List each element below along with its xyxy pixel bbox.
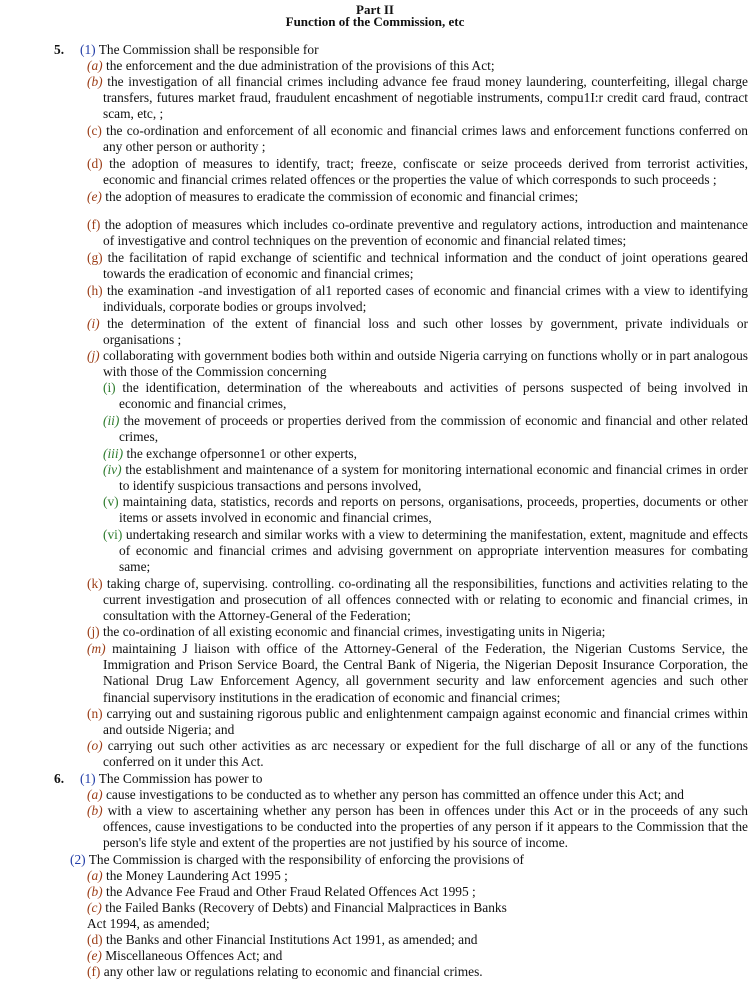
act-c: (c) the Failed Banks (Recovery of Debts) and Financial Malpractices in Banks [87,900,507,915]
item-n: (n) carrying out and sustaining rigorous public and enlightenment campaign against economic and financial crimes within and outside Nigeria; and [87,706,748,738]
item-e: (e) the adoption of measures to eradicate the commission of economic and financial crimes; [87,189,579,204]
item-a: (a) the enforcement and the due administration of the provisions of this Act; [87,58,495,73]
act-b: (b) the Advance Fee Fraud and Other Fraud Related Offences Act 1995 ; [87,884,476,899]
item-b: (b) the investigation of all financial crimes including advance fee fraud money laundering, counterfeiting, illegal charge transfers, futures market fraud, fraudulent encashment of negotiable instruments, compu1I:r credit card fraud, contract scam, etc, ; [87,74,748,122]
item-d: (d) the adoption of measures to identify, tract; freeze, confiscate or seize proceeds derived from terrorist activities, economic and financial crimes related offences or the properties the value of which corresponds to such proceeds ; [87,156,748,188]
subsection-text: The Commission shall be responsible for [98,42,319,57]
act-f: (f) any other law or regulations relating to economic and financial crimes. [87,964,483,979]
section-6-subsection-1: (1) The Commission has power to [80,771,263,786]
item-o: (o) carrying out such other activities as arc necessary or expedient for the full discharge of all or any of the functions conferred on it under this Act. [87,738,748,770]
act-c-continued: Act 1994, as amended; [87,916,210,931]
item-c: (c) the co-ordination and enforcement of all economic and financial crimes laws and enforcement functions conferred on any other person or authority ; [87,123,748,155]
item-l: (j) the co-ordination of all existing economic and financial crimes, investigating units in Nigeria; [87,624,606,639]
subitem-i: (i) the identification, determination of the whereabouts and activities of persons suspected of being involved in economic and financial crimes, [103,380,748,412]
act-d: (d) the Banks and other Financial Institutions Act 1991, as amended; and [87,932,478,947]
subitem-iv: (iv) the establishment and maintenance of a system for monitoring international economic and financial crimes in order to identify suspicious transactions and persons involved, [103,462,748,494]
item-h: (h) the examination -and investigation of al1 reported cases of economic and financial crimes with a view to identifying individuals, corporate bodies or groups involved; [87,283,748,315]
section-5-number: 5. [54,42,65,57]
subitem-v: (v) maintaining data, statistics, records and reports on persons, organisations, proceeds, properties, documents or other items or assets involved in economic and financial crimes, [103,494,748,526]
part-heading: Part II [356,2,394,17]
item-f: (f) the adoption of measures which includes co-ordinate preventive and regulatory actions, introduction and maintenance of investigative and control techniques on the prevention of economic and financial related times; [87,217,748,249]
section-6-number: 6. [54,771,65,786]
s6-item-a: (a) cause investigations to be conducted as to whether any person has committed an offence under this Act; and [87,787,684,802]
item-m: (m) maintaining J liaison with office of the Attorney-General of the Federation, the Nigerian Customs Service, the Immigration and Prison Service Board, the Central Bank of Nigeria, the Nigerian Deposit Insurance Corporation, the National Drug Law Enforcement Agency, all government security and law enforcement agencies and such other financial supervisory institutions in the eradication of economic and financial crimes; [87,641,748,705]
act-e: (e) Miscellaneous Offences Act; and [87,948,283,963]
section-6-subsection-2: (2) The Commission is charged with the responsibility of enforcing the provisions of [70,852,524,867]
item-g: (g) the facilitation of rapid exchange of scientific and technical information and the conduct of joint operations geared towards the eradication of economic and financial crimes; [87,250,748,282]
act-a: (a) the Money Laundering Act 1995 ; [87,868,288,883]
s6-item-b: (b) with a view to ascertaining whether any person has been in offences under this Act or in the proceeds of any such offences, cause investigations to be conducted into the properties of any person if it appears to the Commission that the person's life style and extent of the properties are not justified by his source of income. [87,803,748,851]
part-title: Function of the Commission, etc [285,14,465,29]
item-j: (j) collaborating with government bodies both within and outside Nigeria carrying on functions wholly or in part analogous with those of the Commission concerning [87,348,748,380]
subitem-ii: (ii) the movement of proceeds or properties derived from the commission of economic and financial and other related crimes, [103,413,748,445]
subsection-label: (1) [80,42,96,57]
item-i: (i) the determination of the extent of financial loss and such other losses by government, private individuals or organisations ; [87,316,748,348]
item-k: (k) taking charge of, supervising. controlling. co-ordinating all the responsibilities, functions and activities relating to the current investigation and prosecution of all offences connected with or relating to economic and financial crimes, in consultation with the Attorney-General of the Federation; [87,576,748,624]
section-5-subsection-1 [80,42,319,58]
subitem-iii: (iii) the exchange ofpersonne1 or other experts, [103,446,357,461]
subitem-vi: (vi) undertaking research and similar works with a view to determining the manifestation, extent, magnitude and effects of economic and financial crimes and advising government on appropriate intervention measures for combating same; [103,527,748,575]
